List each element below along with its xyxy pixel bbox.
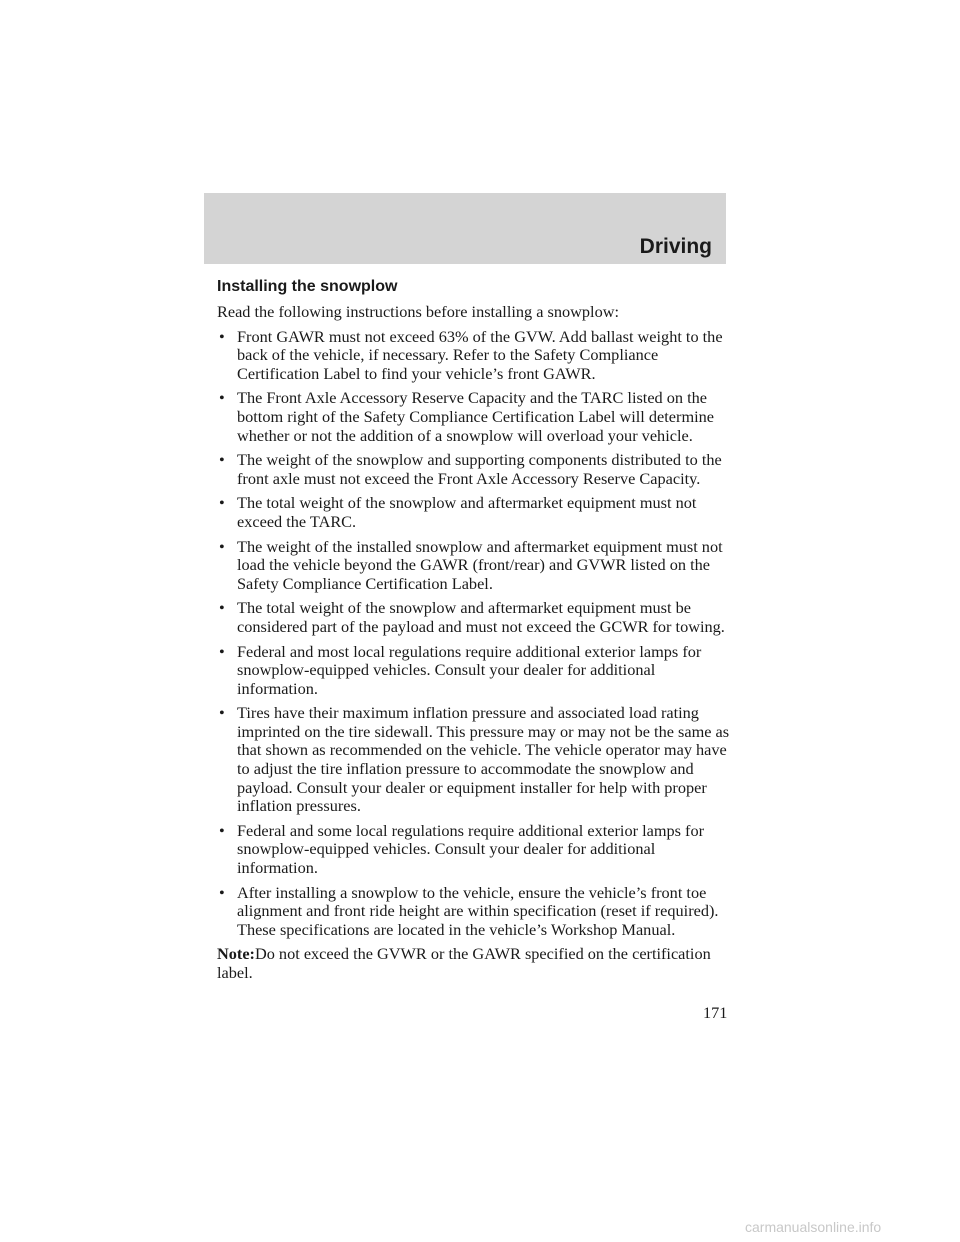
list-item-text: The weight of the snowplow and supporting components distributed to the front axle must not exceed the Front Axle Accessory Reserve Capacity.: [237, 450, 722, 488]
list-item-text: After installing a snowplow to the vehicle, ensure the vehicle’s front toe alignment and front ride height are within specification (reset if required). These specifications are located in the vehicle’s Workshop Manual.: [237, 882, 719, 939]
watermark: carmanualsonline.info: [745, 1219, 882, 1235]
note-label: Note:: [217, 944, 255, 964]
list-item: [217, 538, 737, 594]
section-title: Driving: [639, 235, 712, 258]
page-number: 171: [703, 1003, 728, 1022]
list-item: [217, 884, 737, 940]
list-item-text: Federal and most local regulations require additional exterior lamps for snowplow-equipped vehicles. Consult your dealer for additional information.: [237, 641, 702, 698]
intro-text: Read the following instructions before installing a snowplow:: [217, 302, 619, 321]
list-item: [217, 643, 737, 699]
page-heading: Installing the snowplow: [217, 278, 398, 295]
bullet-marker: •: [219, 703, 225, 723]
list-item: [217, 704, 737, 816]
section-header-band: [204, 193, 726, 264]
page-content: [217, 277, 737, 983]
list-item: [217, 822, 737, 878]
list-item: [217, 599, 737, 636]
list-item: [217, 389, 737, 445]
list-item-text: The weight of the installed snowplow and aftermarket equipment must not load the vehicle beyond the GAWR (front/rear) and GVWR listed on the Safety Compliance Certification Label.: [237, 536, 723, 593]
list-item-text: Federal and some local regulations require additional exterior lamps for snowplow-equipped vehicles. Consult your dealer for additional information.: [237, 820, 705, 878]
bullet-marker: •: [219, 882, 225, 902]
bullet-marker: •: [219, 388, 225, 408]
note-paragraph: [217, 945, 737, 982]
list-item-text: The Front Axle Accessory Reserve Capacity and the TARC listed on the bottom right of the Safety Compliance Certification Label will determine whether or not the addition of a snowplow will overload your vehicle.: [237, 388, 714, 445]
bullet-marker: •: [219, 536, 225, 556]
bullet-marker: •: [219, 598, 225, 618]
bullet-marker: •: [219, 641, 225, 661]
list-item-text: The total weight of the snowplow and aftermarket equipment must be considered part of the payload and must not exceed the GCWR for towing.: [237, 598, 725, 636]
bullet-marker: •: [219, 450, 225, 470]
instruction-list: [217, 328, 737, 940]
list-item: [217, 451, 737, 488]
list-item: [217, 494, 737, 531]
list-item-text: Tires have their maximum inflation pressure and associated load rating imprinted on the tire sidewall. This pressure may or may not be the same as that shown as recommended on the vehicle. The vehicle operator may have to adjust the tire inflation pressure to accommodate the snowplow and payload. Consult your dealer or equipment installer for help with proper inflation pressures.: [237, 703, 730, 816]
bullet-marker: •: [219, 493, 225, 513]
bullet-marker: •: [219, 820, 225, 840]
list-item-text: The total weight of the snowplow and aftermarket equipment must not exceed the TARC.: [237, 493, 697, 531]
list-item-text: Front GAWR must not exceed 63% of the GVW. Add ballast weight to the back of the vehicle, if necessary. Refer to the Safety Compliance Certification Label to find your vehicle’s front GAWR.: [237, 326, 723, 383]
list-item: [217, 328, 737, 384]
note-text: Do not exceed the GVWR or the GAWR specified on the certification label.: [217, 944, 711, 982]
bullet-marker: •: [219, 326, 225, 346]
